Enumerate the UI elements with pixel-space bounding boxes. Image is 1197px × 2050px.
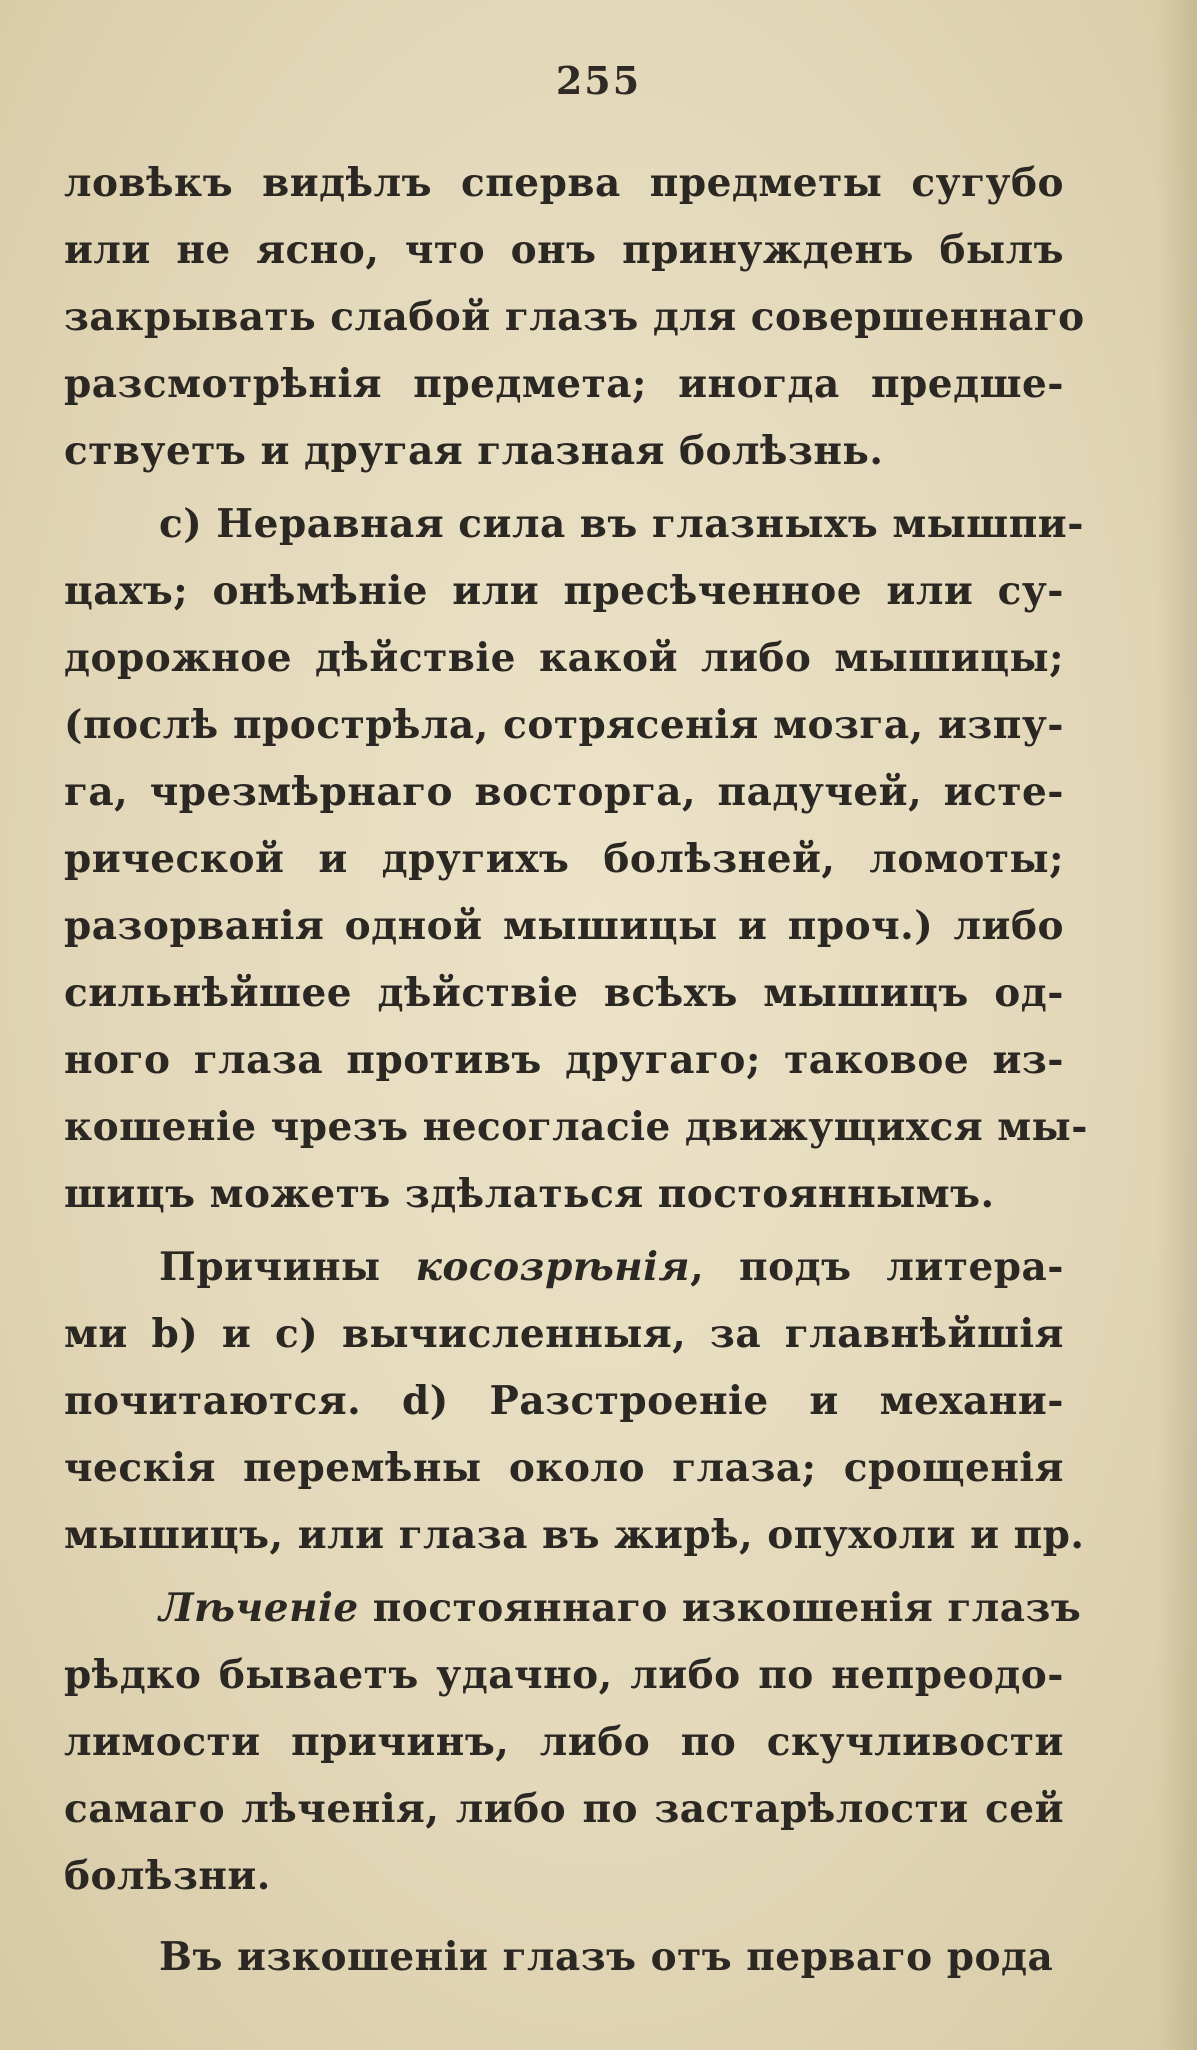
text-segment: рической и другихъ болѣзней, ломоты;: [64, 836, 1064, 882]
text-line: [64, 1843, 1064, 1910]
text-line: [64, 491, 1084, 558]
page-number: 255: [555, 58, 642, 103]
text-line: [64, 284, 1085, 351]
text-segment: кошеніе чрезъ несогласіе движущихся мы-: [64, 1104, 1088, 1150]
text-line: [64, 1094, 1088, 1161]
body-text: [64, 150, 1088, 1991]
text-segment: шицъ можетъ здѣлаться постояннымъ.: [64, 1171, 995, 1217]
italic-term: Лѣченіе: [159, 1585, 359, 1631]
text-segment: ловѣкъ видѣлъ сперва предметы сугубо: [64, 160, 1064, 206]
text-segment: Причины: [159, 1244, 416, 1290]
text-line: [64, 217, 1064, 284]
text-line: [64, 558, 1064, 625]
text-line: [64, 1924, 1064, 1991]
text-line: [64, 1435, 1064, 1502]
italic-term: косозрѣнія: [415, 1244, 691, 1290]
text-line: [64, 826, 1064, 893]
text-segment: или не ясно, что онъ принужденъ былъ: [64, 227, 1064, 273]
text-line: [64, 418, 1064, 485]
text-segment: цахъ; онѣмѣніе или пресѣченное или су-: [64, 568, 1064, 614]
text-line: [64, 625, 1064, 692]
text-segment: закрывать слабой глазъ для совершеннаго: [64, 294, 1085, 340]
text-line: [64, 150, 1064, 217]
text-line: [64, 960, 1064, 1027]
text-segment: почитаются. d) Разстроеніе и механи-: [64, 1378, 1064, 1424]
text-line: [64, 1301, 1064, 1368]
text-segment: га, чрезмѣрнаго восторга, падучей, исте-: [64, 769, 1064, 815]
text-segment: разсмотрѣнія предмета; иногда предше-: [64, 361, 1064, 407]
text-segment: ми b) и c) вычисленныя, за главнѣйшія: [64, 1311, 1064, 1357]
text-line: [64, 759, 1064, 826]
text-line: [64, 1368, 1064, 1435]
text-segment: сильнѣйшее дѣйствіе всѣхъ мышицъ од-: [64, 970, 1064, 1016]
text-segment: мышицъ, или глаза въ жирѣ, опухоли и пр.: [64, 1512, 1085, 1558]
text-segment: ческія перемѣны около глаза; срощенія: [64, 1445, 1064, 1491]
text-segment: ного глаза противъ другаго; таковое из-: [64, 1037, 1064, 1083]
page-edge-shadow: [1157, 0, 1197, 2050]
text-segment: Въ изкошеніи глазъ отъ перваго рода: [159, 1934, 1054, 1980]
text-segment: дорожное дѣйствіе какой либо мышицы;: [64, 635, 1064, 681]
text-line: [64, 1502, 1085, 1569]
text-line: [64, 1234, 1064, 1301]
text-line: [64, 1776, 1064, 1843]
text-line: [64, 1161, 1064, 1228]
text-segment: ствуетъ и другая глазная болѣзнь.: [64, 428, 884, 474]
text-segment: болѣзни.: [64, 1853, 271, 1899]
text-segment: самаго лѣченія, либо по застарѣлости сей: [64, 1786, 1064, 1832]
text-segment: c) Неравная сила въ глазныхъ мышпи-: [159, 501, 1084, 547]
text-segment: (послѣ прострѣла, сотрясенія мозга, изпу-: [64, 702, 1064, 748]
text-segment: постояннаго изкошенія глазъ: [358, 1585, 1082, 1631]
text-line: [64, 1027, 1064, 1094]
text-line: [64, 1575, 1082, 1642]
text-segment: лимости причинъ, либо по скучливости: [64, 1719, 1064, 1765]
text-segment: разорванія одной мышицы и проч.) либо: [64, 903, 1064, 949]
text-line: [64, 1709, 1064, 1776]
text-segment: рѣдко бываетъ удачно, либо по непреодо-: [64, 1652, 1064, 1698]
text-line: [64, 351, 1064, 418]
text-line: [64, 893, 1064, 960]
text-segment: , подъ литера-: [690, 1244, 1064, 1290]
text-line: [64, 692, 1064, 759]
text-line: [64, 1642, 1064, 1709]
